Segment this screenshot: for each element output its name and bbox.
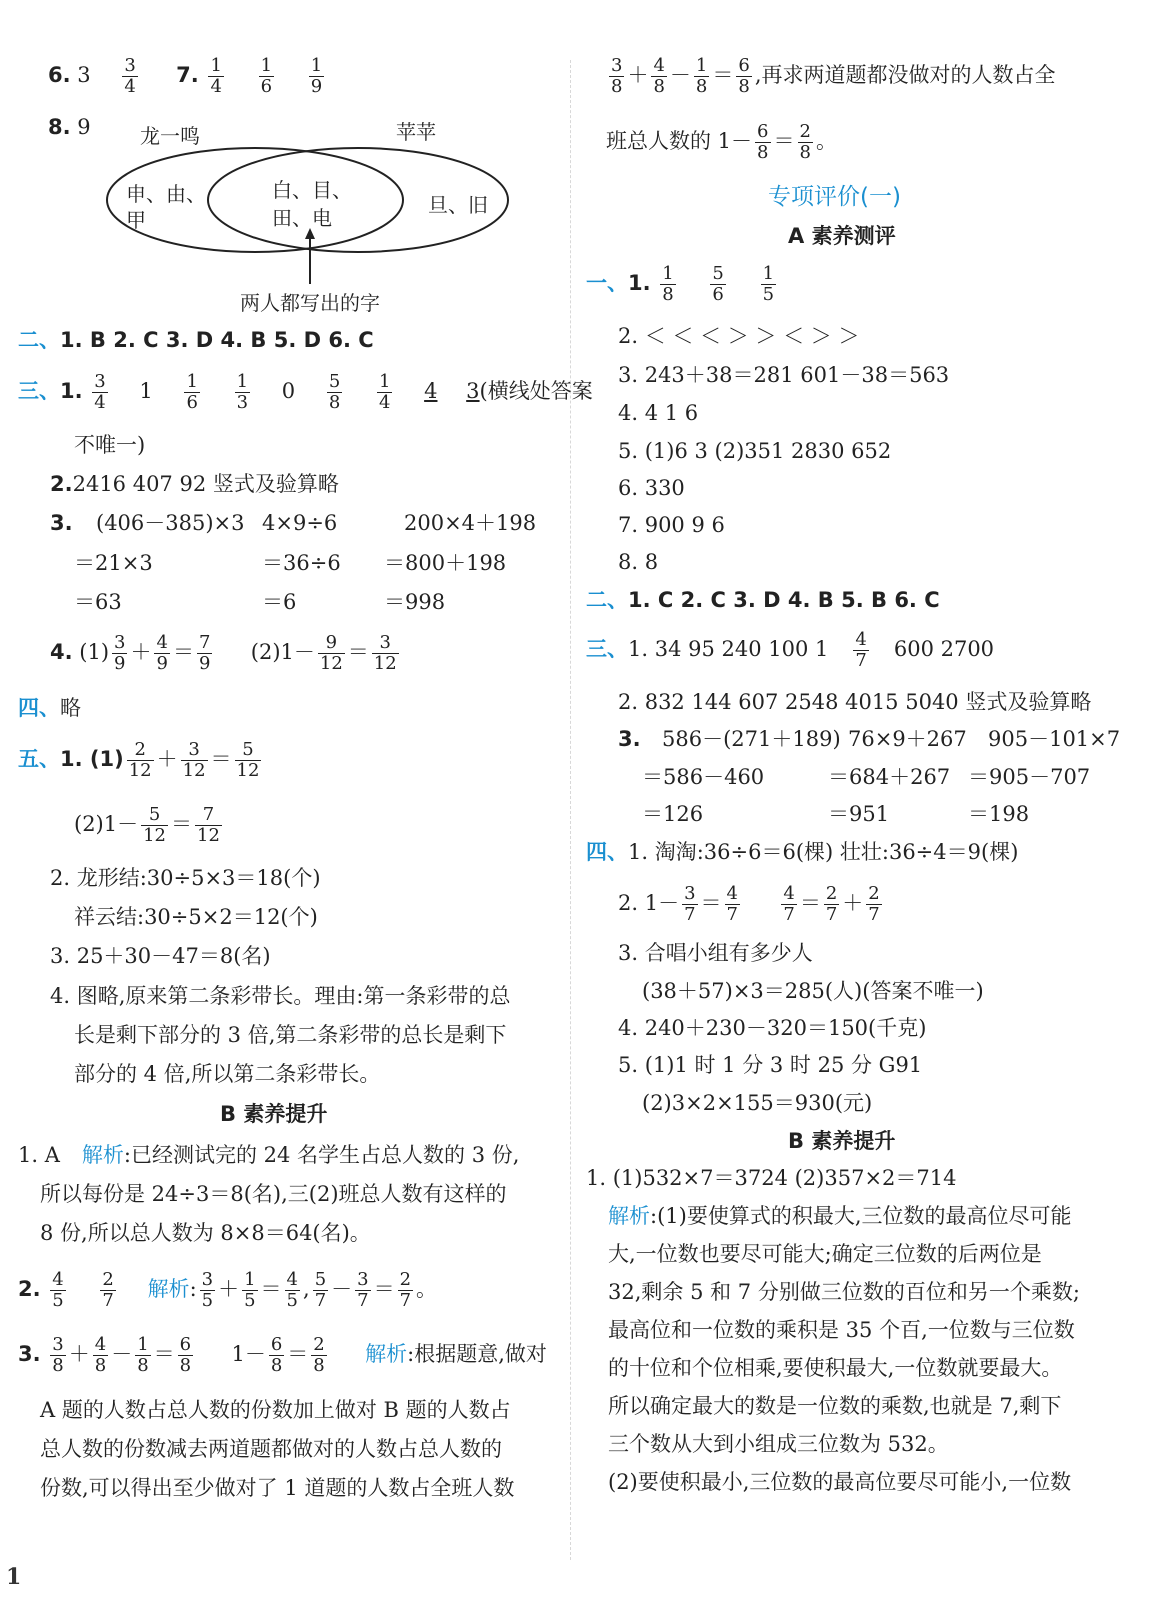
text-line: 3. 合唱小组有多少人 bbox=[618, 941, 813, 965]
right-section-4-q1: 四、1. 淘淘:36÷6＝6(棵) 壮壮:36÷4＝9(棵) bbox=[586, 840, 1019, 864]
calc-cell: ＝586－460 bbox=[642, 765, 765, 789]
fraction: $\frac{1}{6}$ bbox=[260, 55, 273, 97]
venn-caption: 两人都写出的字 bbox=[240, 291, 380, 315]
column-divider bbox=[570, 60, 571, 1560]
text-line: A 题的人数占总人数的份数加上做对 B 题的人数占 bbox=[40, 1398, 511, 1422]
section-heading: A 素养测评 bbox=[788, 224, 896, 248]
text-line: 8 份,所以总人数为 8×8＝64(名)。 bbox=[40, 1221, 371, 1245]
note-line: 不唯一) bbox=[74, 433, 146, 457]
text-line: 7. 900 9 6 bbox=[618, 513, 725, 537]
text-line: 最高位和一位数的乘积是 35 个百,一位数与三位数 bbox=[608, 1318, 1075, 1342]
calc-cell: ＝63 bbox=[74, 590, 122, 614]
page-corner-mark: 1 bbox=[6, 1564, 22, 1590]
calc-cell: (406－385)×3 bbox=[96, 511, 245, 535]
calc-cell: ＝905－707 bbox=[968, 765, 1091, 789]
text-line: 总人数的份数减去两道题都做对的人数占总人数的 bbox=[40, 1437, 502, 1461]
text-line: 2. 龙形结:30÷5×3＝18(个) bbox=[50, 866, 321, 890]
text-line: 5. (1)1 时 1 分 3 时 25 分 G91 bbox=[618, 1053, 923, 1077]
left-section-5-q1b: (2)1－ $\frac{5}{12}$ ＝ $\frac{7}{12}$ bbox=[74, 804, 220, 846]
text-line: 大,一位数也要尽可能大;确定三位数的后两位是 bbox=[608, 1242, 1042, 1266]
right-cont-line2: 班总人数的 1－ $\frac{6}{8}$ ＝ $\frac{2}{8}$ 。 bbox=[606, 121, 837, 163]
calc-cell: ＝951 bbox=[828, 802, 890, 826]
venn-right-name: 苹苹 bbox=[396, 120, 436, 144]
text-line: 份数,可以得出至少做对了 1 道题的人数占全班人数 bbox=[40, 1476, 515, 1500]
left-section-2: 二、1. B 2. C 3. D 4. B 5. D 6. C bbox=[18, 328, 374, 352]
text-line: 的十位和个位相乘,要使积最大,一位数就要最大。 bbox=[608, 1356, 1063, 1380]
calc-cell: ＝198 bbox=[968, 802, 1030, 826]
fraction: $\frac{3}{4}$ bbox=[124, 55, 136, 97]
calc-cell: ＝684＋267 bbox=[828, 765, 951, 789]
text-line: (38＋57)×3＝285(人)(答案不唯一) bbox=[642, 979, 984, 1003]
left-section-3-q1: 三、1. $\frac{3}{4}$ 1 $\frac{1}{6}$ $\frac{1}{3}$ 0 $\frac{5}{8}$ $\frac{1}{4}$ 4 3(横线处答案 bbox=[18, 371, 593, 413]
left-b1-line1: 1. A 解析:已经测试完的 24 名学生占总人数的 3 份, bbox=[18, 1143, 520, 1167]
text-line: 1. (1)532×7＝3724 (2)357×2＝714 bbox=[586, 1166, 957, 1190]
fraction: $\frac{1}{4}$ bbox=[210, 55, 222, 97]
section-heading: B 素养提升 bbox=[788, 1129, 896, 1153]
calc-cell: 905－101×7 bbox=[988, 727, 1121, 751]
venn-right-only: 旦、旧 bbox=[428, 193, 488, 217]
calc-cell: ＝998 bbox=[384, 590, 446, 614]
text-line: (2)3×2×155＝930(元) bbox=[642, 1091, 873, 1115]
right-s3-q3-num: 3. bbox=[618, 727, 641, 751]
left-section-3-q4: 4. (1) $\frac{3}{9}$ ＋ $\frac{4}{9}$ ＝ $\frac{7}{9}$ (2)1－ $\frac{9}{12}$ ＝ $\frac{3}{12}$ bbox=[50, 632, 397, 674]
right-section-1-q1: 一、1. $\frac{1}{8}$ $\frac{5}{6}$ $\frac{1}{5}$ bbox=[586, 263, 775, 305]
right-section-2: 二、1. C 2. C 3. D 4. B 5. B 6. C bbox=[586, 588, 940, 612]
calc-cell: 4×9÷6 bbox=[262, 511, 338, 535]
text-line: 5. (1)6 3 (2)351 2830 652 bbox=[618, 439, 892, 463]
text-line: 4. 图略,原来第二条彩带长。理由:第一条彩带的总 bbox=[50, 984, 511, 1008]
right-section-4-q2: 2. 1－ $\frac{3}{7}$ ＝ $\frac{4}{7}$ $\frac{4}{7}$ ＝ $\frac{2}{7}$ ＋ $\frac{2}{7}$ bbox=[618, 883, 880, 925]
calc-cell: ＝21×3 bbox=[74, 551, 153, 575]
left-section-3-q2: 2.2416 407 92 竖式及验算略 bbox=[50, 472, 339, 496]
right-section-3-q1: 三、1. 34 95 240 100 1 $\frac{4}{7}$ 600 2700 bbox=[586, 629, 995, 671]
venn-both: 白、目、 bbox=[272, 178, 352, 202]
section-heading: B 素养提升 bbox=[220, 1102, 328, 1126]
text-line: 32,剩余 5 和 7 分别做三位数的百位和另一个乘数; bbox=[608, 1280, 1080, 1304]
left-section-5-q1: 五、1. (1) $\frac{2}{12}$ ＋ $\frac{3}{12}$ ＝ $\frac{5}{12}$ bbox=[18, 739, 260, 781]
text-line: 4. 4 1 6 bbox=[618, 401, 699, 425]
text-line: 部分的 4 倍,所以第二条彩带长。 bbox=[74, 1062, 381, 1086]
calc-cell: 76×9＋267 bbox=[848, 727, 967, 751]
text-line: 4. 240＋230－320＝150(千克) bbox=[618, 1016, 927, 1040]
text-line: 祥云结:30÷5×2＝12(个) bbox=[74, 905, 318, 929]
calc-cell: ＝36÷6 bbox=[262, 551, 341, 575]
text-line: 所以每份是 24÷3＝8(名),三(2)班总人数有这样的 bbox=[40, 1182, 507, 1206]
venn-both: 田、电 bbox=[272, 206, 332, 230]
left-section-4: 四、略 bbox=[18, 696, 81, 720]
text-line: 6. 330 bbox=[618, 476, 685, 500]
text-line: 3. 25＋30－47＝8(名) bbox=[50, 944, 271, 968]
calc-cell: ＝800＋198 bbox=[384, 551, 507, 575]
q6-q7-line: 6. 3 $\frac{3}{4}$ 7. $\frac{1}{4}$ $\frac{1}{6}$ $\frac{1}{9}$ bbox=[48, 55, 323, 97]
calc-cell: 200×4＋198 bbox=[404, 511, 537, 535]
text-line: 3. 243＋38＝281 601－38＝563 bbox=[618, 363, 950, 387]
left-b3-line: 3. $\frac{3}{8}$ ＋ $\frac{4}{8}$ － $\frac{1}{8}$ ＝ $\frac{6}{8}$ 1－ $\frac{6}{8}$ ＝ $\frac{2}{8}$ 解析:根据题意,做对 bbox=[18, 1334, 547, 1376]
venn-left-only: 申、由、 bbox=[126, 182, 206, 206]
left-s3-q3-num: 3. bbox=[50, 511, 73, 535]
calc-cell: 586－(271＋189) bbox=[662, 727, 841, 751]
text-line: 2. ＜ ＜ ＜ ＞ ＞ ＜ ＞ ＞ bbox=[618, 324, 860, 348]
text-line: 所以确定最大的数是一位数的乘数,也就是 7,剩下 bbox=[608, 1394, 1062, 1418]
text-line: 8. 8 bbox=[618, 550, 659, 574]
text-line: 三个数从大到小组成三位数为 532。 bbox=[608, 1432, 949, 1456]
q8-line: 8. 9 bbox=[48, 115, 91, 139]
venn-left-only: 甲 bbox=[126, 208, 146, 232]
venn-diagram bbox=[100, 112, 520, 315]
page-title: 专项评价(一) bbox=[768, 184, 901, 210]
text-line: 长是剩下部分的 3 倍,第二条彩带的总长是剩下 bbox=[74, 1023, 507, 1047]
text-line: 2. 832 144 607 2548 4015 5040 竖式及验算略 bbox=[618, 690, 1092, 714]
right-b-analysis-1: 解析:(1)要使算式的积最大,三位数的最高位尽可能 bbox=[608, 1204, 1072, 1228]
venn-left-name: 龙一鸣 bbox=[140, 124, 200, 148]
left-b2-line: 2. $\frac{4}{5}$ $\frac{2}{7}$ 解析: $\frac{3}{5}$ ＋ $\frac{1}{5}$ ＝ $\frac{4}{5}$ , $\frac{5}{7}$ － $\frac{3}{7}$ ＝ $\frac{2}{7}$ 。 bbox=[18, 1269, 438, 1311]
calc-cell: ＝6 bbox=[262, 590, 297, 614]
text-line: (2)要使积最小,三位数的最高位要尽可能小,一位数 bbox=[608, 1470, 1072, 1494]
calc-cell: ＝126 bbox=[642, 802, 704, 826]
fraction: $\frac{1}{9}$ bbox=[310, 55, 323, 97]
right-cont-line1: $\frac{3}{8}$ ＋ $\frac{4}{8}$ － $\frac{1}{8}$ ＝ $\frac{6}{8}$ ,再求两道题都没做对的人数占全 bbox=[611, 55, 1056, 97]
